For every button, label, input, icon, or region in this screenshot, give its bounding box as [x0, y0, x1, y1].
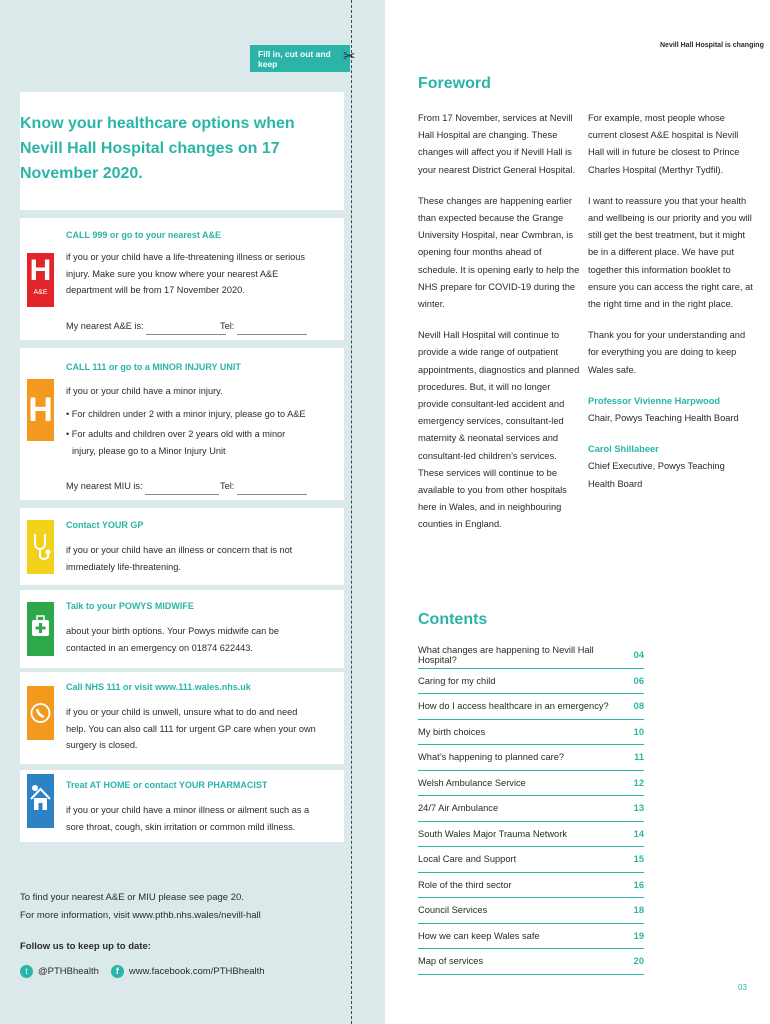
toc-row[interactable] [418, 949, 644, 975]
foreword-para: Nevill Hall Hospital will continue to provide a wide range of outpatient appointments, diagnostics and planned procedures. But, it will no longer provide consultant-led accident and emergency services, consultant-led maternity & neonatal services and consultant-led children’s services. These services will continue to be available to you from other hospitals here in Wales, and in neighbouring counties in England. [418, 330, 580, 530]
toc-row[interactable] [418, 745, 644, 771]
phone-icon [27, 686, 54, 740]
signatory-2-role: Chief Executive, Powys Teaching Health Board [588, 461, 725, 489]
scissors-icon: ✂ [343, 48, 356, 65]
toc-row[interactable] [418, 643, 644, 669]
ae-title: CALL 999 or go to your nearest A&E [66, 230, 222, 240]
foreword-para: I want to reassure you that your health and wellbeing is our priority and you will still get the best treatment, but it might be in a different place. We have put together this information booklet to ensure you can access the right care, at the right time and in the right place. [588, 195, 753, 310]
table-of-contents [418, 643, 644, 975]
social-links [20, 965, 265, 978]
stethoscope-icon [27, 520, 54, 574]
toc-page: 12 [633, 777, 644, 788]
toc-page: 18 [633, 905, 644, 916]
signatory-2-name: Carol Shillabeer [588, 444, 659, 455]
contents-title: Contents [418, 611, 488, 628]
medical-bag-icon [27, 602, 54, 656]
page-number: 03 [738, 983, 747, 992]
toc-label: South Wales Major Trauma Network [418, 828, 567, 839]
toc-page: 19 [633, 930, 644, 941]
toc-page: 04 [633, 650, 644, 661]
signatory-1-name: Professor Vivienne Harpwood [588, 395, 721, 406]
toc-page: 13 [633, 803, 644, 814]
toc-row[interactable] [418, 847, 644, 873]
toc-page: 11 [634, 752, 644, 763]
miu-hospital-icon: H [27, 379, 54, 441]
miu-nearest-field[interactable]: My nearest MIU is: [66, 478, 219, 495]
toc-label: Local Care and Support [418, 854, 517, 865]
nhs111-body: if you or your child is unwell, unsure what to do and need help. You can also call 111 for urgent GP care when your own surgery is closed. [66, 707, 316, 750]
miu-title: CALL 111 or go to a MINOR INJURY UNIT [66, 362, 241, 372]
toc-page: 06 [633, 675, 644, 686]
cutout-tab: Fill in, cut out and keep [250, 45, 350, 72]
footer-more-info[interactable]: For more information, visit www.pthb.nhs.wales/nevill-hall [20, 910, 261, 921]
follow-heading: Follow us to keep up to date: [20, 941, 151, 952]
toc-label: My birth choices [418, 726, 486, 737]
toc-row[interactable] [418, 720, 644, 746]
ae-nearest-field[interactable]: My nearest A&E is: [66, 318, 226, 335]
toc-page: 10 [633, 726, 644, 737]
gp-title: Contact YOUR GP [66, 520, 144, 530]
foreword-col-2 [588, 110, 753, 493]
home-icon [27, 774, 54, 828]
facebook-icon: f [111, 965, 124, 978]
toc-page: 16 [633, 879, 644, 890]
foreword-para: For example, most people whose current closest A&E hospital is Nevill Hall will in future be closest to Prince Charles Hospital (Merthyr Tydfil). [588, 113, 740, 175]
toc-row[interactable] [418, 898, 644, 924]
foreword-para: These changes are happening earlier than expected because the Grange University Hospital, near Cwmbran, is opening four months ahead of schedule. It is opening early to help the NHS prepare for COVID-19 during the winter. [418, 195, 580, 310]
toc-label: 24/7 Air Ambulance [418, 803, 499, 814]
nhs111-title: Call NHS 111 or visit www.111.wales.nhs.uk [66, 682, 251, 692]
miu-body: if you or your child have a minor injury. [66, 386, 223, 396]
toc-label: How we can keep Wales safe [418, 930, 540, 941]
toc-page: 20 [633, 956, 644, 967]
ae-hospital-icon: H A&E [27, 253, 54, 307]
twitter-handle[interactable]: @PTHBhealth [38, 966, 99, 977]
pharmacy-body: if you or your child have a minor illness or ailment such as a sore throat, cough, skin irritation or common mild illness. [66, 805, 310, 832]
toc-label: Map of services [418, 956, 484, 967]
ae-body: if you or your child have a life-threatening illness or serious injury. Make sure you know where your nearest A&E department will be from 17 November 2020. [66, 252, 305, 295]
cut-line [351, 0, 352, 1024]
toc-label: Caring for my child [418, 675, 496, 686]
midwife-title: Talk to your POWYS MIDWIFE [66, 601, 194, 611]
toc-label: Role of the third sector [418, 879, 512, 890]
gp-body: if you or your child have an illness or concern that is not immediately life-threatening. [66, 545, 293, 572]
toc-row[interactable] [418, 771, 644, 797]
midwife-body: about your birth options. Your Powys midwife can be contacted in an emergency on 01874 622443. [66, 626, 279, 653]
twitter-icon: t [20, 965, 33, 978]
footer-nearest: To find your nearest A&E or MIU please see page 20. [20, 892, 244, 903]
toc-row[interactable] [418, 796, 644, 822]
toc-label: Council Services [418, 905, 488, 916]
toc-label: What’s happening to planned care? [418, 752, 565, 763]
ae-tel-field[interactable]: Tel: [220, 318, 307, 335]
toc-page: 14 [633, 828, 644, 839]
toc-label: How do I access healthcare in an emergency? [418, 701, 609, 712]
page-title: Know your healthcare options when Nevill Hall Hospital changes on 17 November 2020. [20, 115, 295, 182]
foreword-col-1 [418, 110, 583, 548]
running-header: Nevill Hall Hospital is changing [660, 42, 764, 49]
toc-label: What changes are happening to Nevill Hall Hospital? [418, 645, 594, 666]
foreword-title: Foreword [418, 75, 491, 92]
toc-page: 08 [633, 701, 644, 712]
toc-label: Welsh Ambulance Service [418, 777, 526, 788]
toc-row[interactable] [418, 924, 644, 950]
signatory-1-role: Chair, Powys Teaching Health Board [588, 413, 739, 424]
miu-bullet-2: • For adults and children over 2 years old with a minor injury, please go to a Minor Injury Unit [66, 429, 286, 456]
foreword-para: Thank you for your understanding and for everything you are doing to keep Wales safe. [588, 330, 746, 375]
miu-bullet-1: • For children under 2 with a minor injury, please go to A&E [66, 409, 306, 419]
toc-row[interactable] [418, 669, 644, 695]
foreword-para: From 17 November, services at Nevill Hall Hospital are changing. These changes will affect you if Nevill Hall is your nearest District General Hospital. [418, 113, 576, 175]
toc-row[interactable] [418, 694, 644, 720]
miu-tel-field[interactable]: Tel: [220, 478, 307, 495]
toc-row[interactable] [418, 873, 644, 899]
toc-page: 15 [633, 854, 644, 865]
facebook-link[interactable]: www.facebook.com/PTHBhealth [128, 966, 265, 977]
toc-row[interactable] [418, 822, 644, 848]
pharmacy-title: Treat AT HOME or contact YOUR PHARMACIST [66, 780, 268, 790]
